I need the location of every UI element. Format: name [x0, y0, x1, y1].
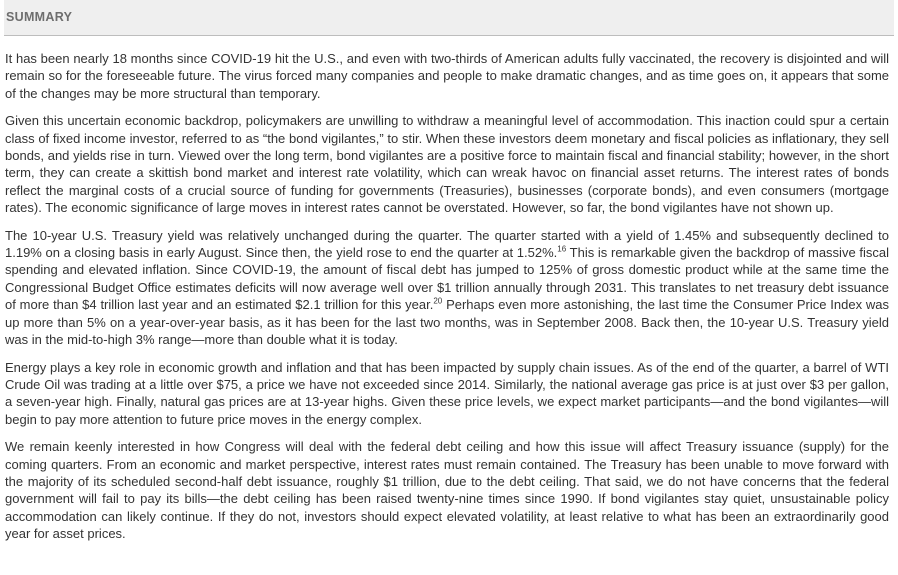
paragraph-3-text-a: The 10-year U.S. Treasury yield was relatively unchanged during the quarter. The quarter started with a yield of 1.45% and subsequently declined to 1.19% on a closing basis in early August. Since then, the yield rose to end the quarter at 1.52%.	[5, 227, 889, 261]
paragraph-3	[5, 227, 889, 349]
footnote-ref-16: 16	[557, 244, 567, 254]
paragraph-3-text-b: This is remarkable given the backdrop of massive fiscal spending and elevated inflation. Since COVID-19, the amount of fiscal debt has jumped to 125% of gross domestic product while at the same time the Congressional Budget Office estimates deficits will now average well over $1 trillion annually through 2031. This translates to net treasury debt issuance of more than $4 trillion last year and an estimated $2.1 trillion for this year.	[5, 245, 889, 313]
paragraph-5: We remain keenly interested in how Congress will deal with the federal debt ceiling and how this issue will affect Treasury issuance (supply) for the coming quarters. From an economic and market perspective, interest rates must remain contained. The Treasury has been unable to move forward with the majority of its scheduled second-half debt issuance, roughly $1 trillion, due to the debt ceiling. That said, we do not have concerns that the federal government will fail to pay its bills—the debt ceiling has been raised twenty-nine times since 1990. If bond vigilantes stay quiet, unsustainable policy accommodation can likely continue. If they do not, investors should expect elevated volatility, at least relative to what has been an extraordinarily good year for asset prices.	[5, 439, 889, 542]
paragraph-4: Energy plays a key role in economic growth and inflation and that has been impacted by supply chain issues. As of the end of the quarter, a barrel of WTI Crude Oil was trading at a little over $75, a price we have not exceeded since 2014. Similarly, the national average gas price is at just over $3 per gallon, a seven-year high. Finally, natural gas prices are at 13-year highs. Given these price levels, we expect market participants—and the bond vigilantes—will begin to pay more attention to future price moves in the energy complex.	[5, 359, 889, 427]
paragraph-3-text-c: Perhaps even more astonishing, the last time the Consumer Price Index was up more than 5% on a year-over-year basis, as it has been for the last two months, was in September 2008. Back then, the 10-year U.S. Treasury yield was in the mid-to-high 3% range—more than double what it is today.	[5, 297, 889, 348]
summary-body	[5, 50, 889, 553]
section-header	[4, 0, 894, 36]
paragraph-1: It has been nearly 18 months since COVID-19 hit the U.S., and even with two-thirds of American adults fully vaccinated, the recovery is disjointed and will remain so for the foreseeable future. The virus forced many companies and people to make dramatic changes, and as time goes on, it appears that some of the changes may be more structural than temporary.	[5, 51, 889, 101]
footnote-ref-20: 20	[433, 296, 443, 306]
header-divider	[4, 35, 894, 36]
section-title: SUMMARY	[6, 10, 73, 24]
paragraph-2: Given this uncertain economic backdrop, policymakers are unwilling to withdraw a meaningful level of accommodation. This inaction could spur a certain class of fixed income investor, referred to as “the bond vigilantes,” to stir. When these investors deem monetary and fiscal policies as inflationary, they sell bonds, and yields rise in turn. Viewed over the long term, bond vigilantes are a positive force to maintain fiscal and financial stability; however, in the short term, they can create a skittish bond market and interest rate volatility, which can wreak havoc on financial asset returns. The interest rates of bonds reflect the marginal costs of a crucial source of funding for governments (Treasuries), businesses (corporate bonds), and even consumers (mortgage rates). The economic significance of large moves in interest rates cannot be overstated. However, so far, the bond vigilantes have not shown up.	[5, 113, 889, 216]
